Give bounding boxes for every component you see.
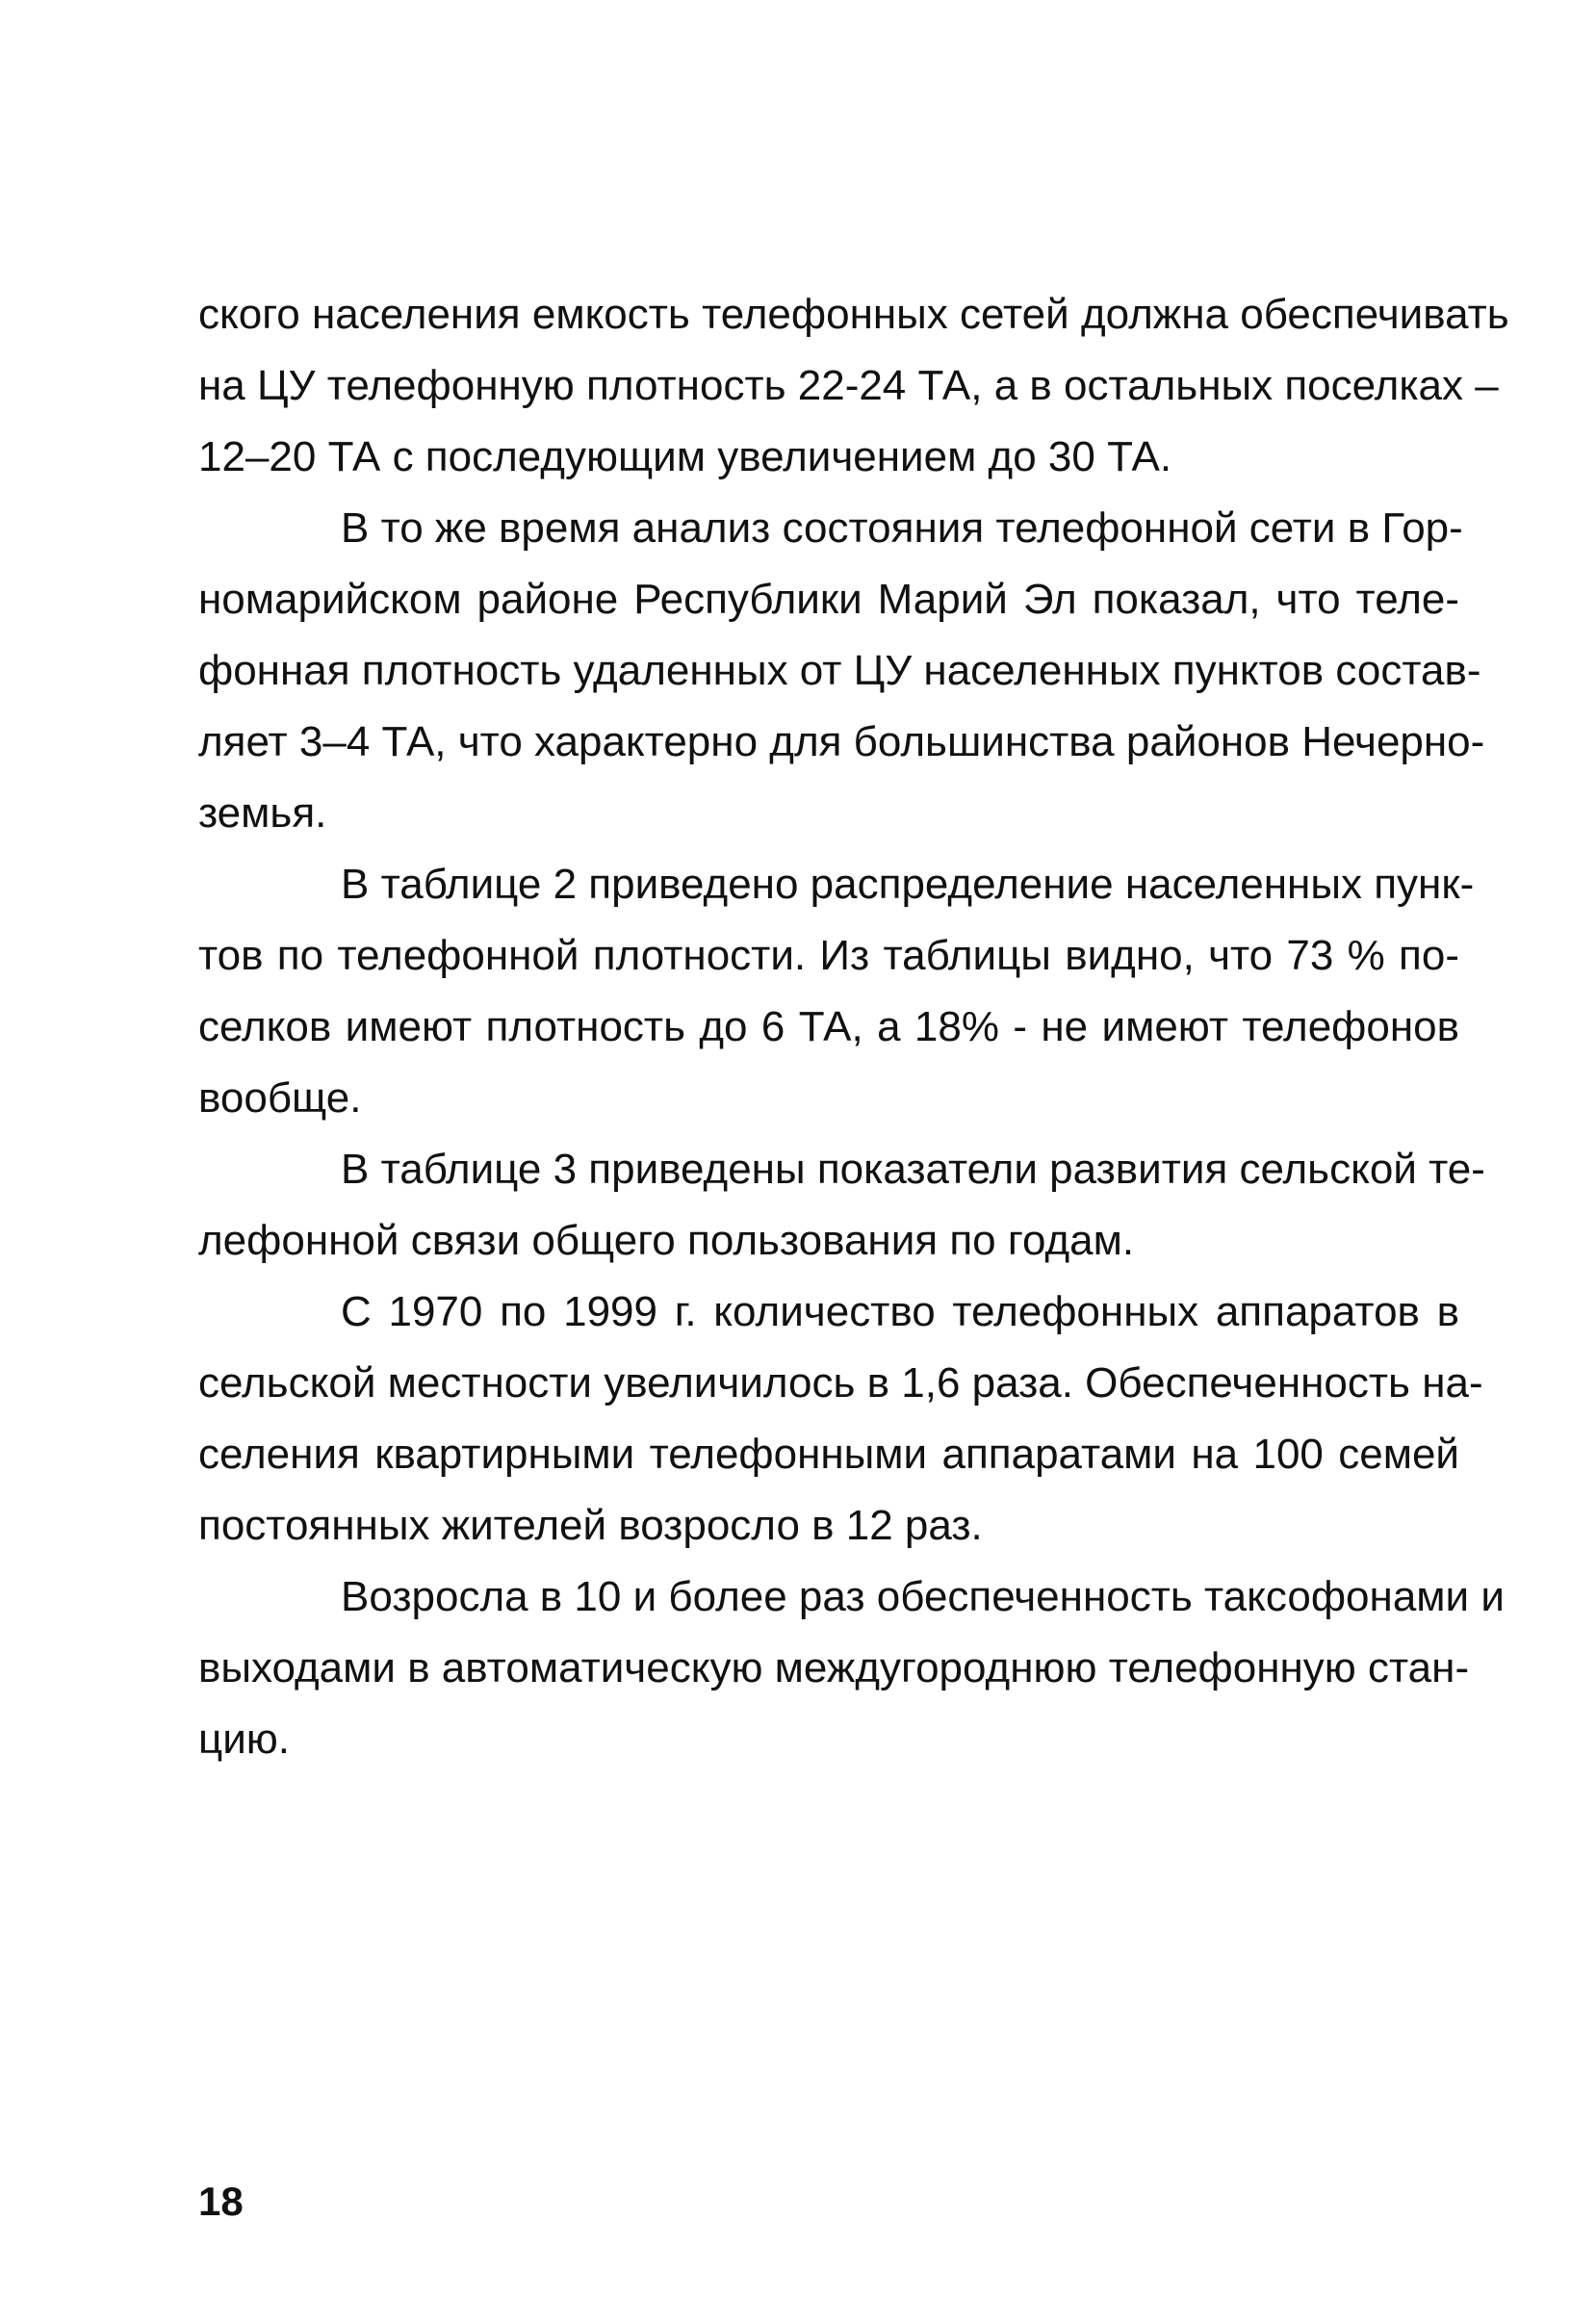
text-line: лефонной связи общего пользования по годам.	[198, 1217, 1135, 1264]
text-line: селения квартирными телефонными аппаратами на 100 семей	[198, 1431, 1459, 1478]
text-line: селков имеют плотность до 6 ТА, а 18% - не имеют телефонов	[198, 1003, 1459, 1050]
paragraph	[198, 1134, 1485, 1277]
text-line: выходами в автоматическую междугороднюю телефонную стан-	[198, 1644, 1470, 1691]
text-line: ского населения емкость телефонных сетей должна обеспечивать	[198, 291, 1509, 338]
text-line: постоянных жителей возросло в 12 раз.	[198, 1502, 983, 1549]
paragraph	[198, 279, 1509, 493]
page-number: 18	[198, 2179, 244, 2224]
text-line: земья.	[198, 789, 327, 837]
paragraph	[198, 1277, 1483, 1562]
paragraph	[198, 1562, 1505, 1775]
text-line: сельской местности увеличилось в 1,6 раза. Обеспеченность на-	[198, 1359, 1483, 1407]
paragraph	[198, 493, 1485, 849]
text-line: вообще.	[198, 1074, 362, 1122]
text-line: В таблице 2 приведено распределение населенных пунк-	[341, 861, 1475, 908]
text-line: номарийском районе Республики Марий Эл показал, что теле-	[198, 576, 1459, 623]
text-line: В таблице 3 приведены показатели развития сельской те-	[341, 1146, 1485, 1193]
body-text	[198, 279, 1509, 1775]
text-line: ляет 3–4 ТА, что характерно для большинства районов Нечерно-	[198, 718, 1485, 765]
text-line: фонная плотность удаленных от ЦУ населенных пунктов состав-	[198, 647, 1481, 694]
text-line: тов по телефонной плотности. Из таблицы видно, что 73 % по-	[198, 932, 1459, 979]
text-line: на ЦУ телефонную плотность 22-24 ТА, а в остальных поселках –	[198, 362, 1499, 409]
text-line: С 1970 по 1999 г. количество телефонных аппаратов в	[341, 1288, 1459, 1335]
text-line: Возросла в 10 и более раз обеспеченность таксофонами и	[341, 1573, 1505, 1620]
text-line: 12–20 ТА с последующим увеличением до 30 ТА.	[198, 433, 1172, 480]
text-line: В то же время анализ состояния телефонной сети в Гор-	[341, 504, 1463, 552]
paragraph	[198, 849, 1475, 1134]
text-line: цию.	[198, 1716, 291, 1763]
